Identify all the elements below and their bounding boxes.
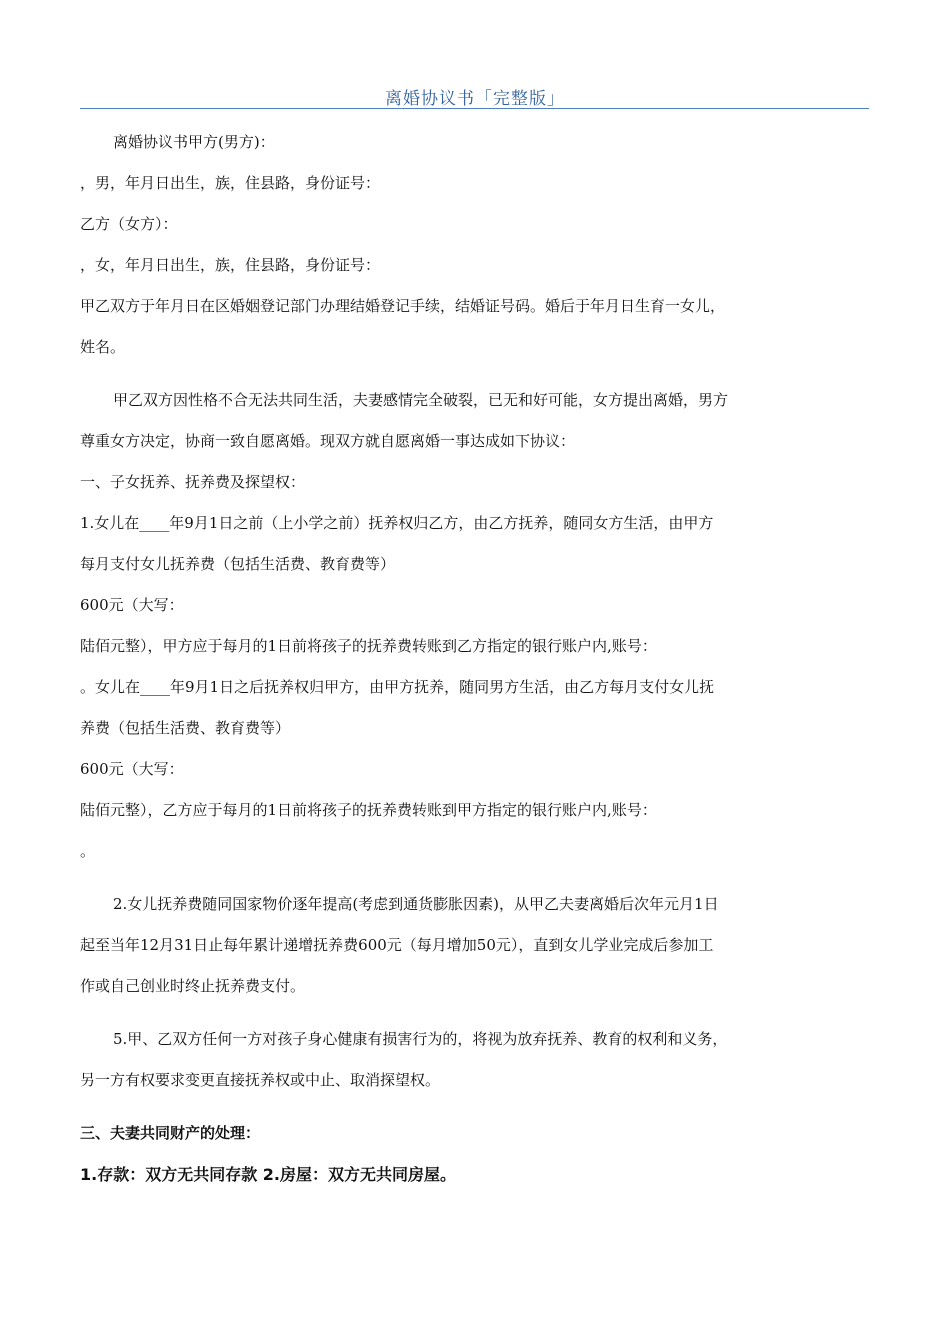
paragraph-marriage-line-1: 甲乙双方于年月日在区婚姻登记部门办理结婚登记手续，结婚证号码。婚后于年月日生育一女儿， bbox=[80, 297, 726, 315]
paragraph-payment-2: 陆佰元整），乙方应于每月的1日前将孩子的抚养费转账到甲方指定的银行账户内,账号： bbox=[80, 801, 657, 819]
document-body bbox=[80, 122, 869, 1195]
paragraph-party-b-details: ，女，年月日出生，族，住县路，身份证号： bbox=[80, 256, 381, 274]
paragraph-clause-2-line-2: 起至当年12月31日止每年累计递增抚养费600元（每月增加50元），直到女儿学业完成后参加工 bbox=[80, 936, 714, 954]
paragraph-party-a-heading: 离婚协议书甲方(男方)： bbox=[113, 133, 275, 151]
paragraph-amount-2: 600元（大写： bbox=[80, 760, 184, 778]
paragraph-party-a-details: ，男，年月日出生，族，住县路，身份证号： bbox=[80, 174, 381, 192]
paragraph-clause-2-line-3: 作或自己创业时终止抚养费支付。 bbox=[80, 977, 306, 995]
paragraph-clause-5-line-1: 5.甲、乙双方任何一方对孩子身心健康有损害行为的，将视为放弃抚养、教育的权利和义务， bbox=[113, 1030, 728, 1048]
paragraph-marriage-line-2: 姓名。 bbox=[80, 338, 126, 356]
paragraph-clause-1-line-1: 1.女儿在____年9月1日之前（上小学之前）抚养权归乙方，由乙方抚养，随同女方生活，由甲方 bbox=[80, 514, 714, 532]
paragraph-clause-2-line-1: 2.女儿抚养费随同国家物价逐年提高(考虑到通货膨胀因素)，从甲乙夫妻离婚后次年元月1日 bbox=[113, 895, 719, 913]
paragraph-divorce-reason-line-1: 甲乙双方因性格不合无法共同生活，夫妻感情完全破裂，已无和好可能，女方提出离婚，男方 bbox=[113, 391, 729, 409]
paragraph-clause-custody-change-line-1: 。女儿在____年9月1日之后抚养权归甲方，由甲方抚养，随同男方生活，由乙方每月支付女儿抚 bbox=[80, 678, 715, 696]
header-divider bbox=[80, 108, 869, 109]
paragraph-clause-custody-change-line-2: 养费（包括生活费、教育费等） bbox=[80, 719, 291, 737]
paragraph-property-items: 1.存款：双方无共同存款 2.房屋：双方无共同房屋。 bbox=[80, 1165, 456, 1184]
paragraph-clause-1-line-2: 每月支付女儿抚养费（包括生活费、教育费等） bbox=[80, 555, 396, 573]
paragraph-payment-1: 陆佰元整），甲方应于每月的1日前将孩子的抚养费转账到乙方指定的银行账户内,账号： bbox=[80, 637, 657, 655]
section-heading-child-custody: 一、子女抚养、抚养费及探望权： bbox=[80, 473, 306, 491]
paragraph-divorce-reason-line-2: 尊重女方决定，协商一致自愿离婚。现双方就自愿离婚一事达成如下协议： bbox=[80, 432, 576, 450]
paragraph-party-b-heading: 乙方（女方）： bbox=[80, 215, 178, 233]
section-heading-joint-property: 三、夫妻共同财产的处理： bbox=[80, 1124, 261, 1142]
paragraph-amount-1: 600元（大写： bbox=[80, 596, 184, 614]
paragraph-clause-5-line-2: 另一方有权要求变更直接抚养权或中止、取消探望权。 bbox=[80, 1071, 441, 1089]
paragraph-period: 。 bbox=[80, 842, 96, 860]
document-header-title: 离婚协议书「完整版」 bbox=[385, 89, 565, 109]
